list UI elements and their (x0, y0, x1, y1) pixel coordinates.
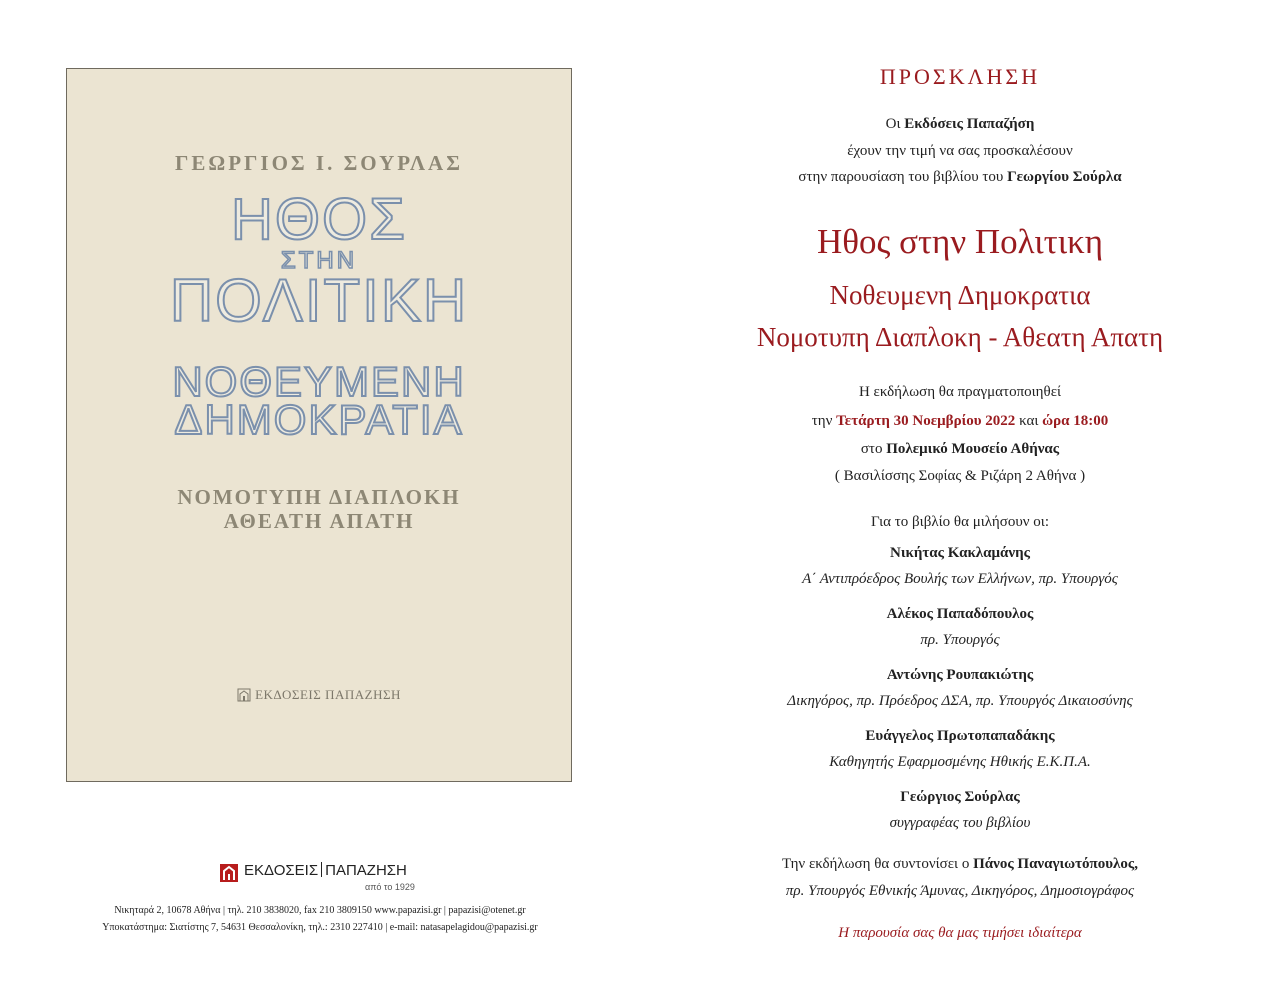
event-line1: Η εκδήλωση θα πραγματοποιηθεί (858, 384, 1062, 400)
cover-author: ΓΕΩΡΓΙΟΣ Ι. ΣΟΥΡΛΑΣ (175, 151, 463, 175)
cover-publisher-name: ΕΚΔΟΣΕΙΣ ΠΑΠΑΖΗΣΗ (255, 687, 401, 702)
speaker-name: Αντώνης Ρουπακιώτης (886, 667, 1034, 683)
cover-title-line3: ΠΟΛΙΤΙΚΗ (169, 267, 469, 334)
speakers-intro: Για το βιβλίο θα μιλήσουν οι: (870, 514, 1050, 530)
cover-title-line5: ΔΗΜΟΚΡΑΤΙΑ (174, 396, 464, 443)
publisher-logo-text: ΕΚΔΟΣΕΙΣ ΠΑΠΑΖΗΣΗ (244, 862, 407, 879)
moderator-role: πρ. Υπουργός Εθνικής Άμυνας, Δικηγόρος, Δημοσιογράφος (785, 883, 1135, 899)
cover-title-line4: ΝΟΘΕΥΜΕΝΗ (172, 358, 466, 405)
invitation-heading: ΠΡΟΣΚΛΗΣΗ (879, 64, 1041, 89)
publisher-logo-icon (220, 864, 238, 887)
event-subtitle2: Νομοτυπη Διαπλοκη - Αθεατη Απατη (756, 322, 1164, 352)
moderator-line: Την εκδήλωση θα συντονίσει ο Πάνος Παναγιωτόπουλος, (781, 856, 1139, 872)
publisher-house-icon (237, 688, 251, 702)
speaker-name: Νικήτας Κακλαμάνης (890, 545, 1030, 561)
speaker-name: Γεώργιος Σούρλας (900, 789, 1020, 805)
speaker-role: συγγραφέας του βιβλίου (889, 815, 1031, 831)
book-cover (66, 68, 572, 782)
event-date-line: την Τετάρτη 30 Νοεμβρίου 2022 και ώρα 18:00 (811, 413, 1109, 429)
cover-title-line1: ΗΘΟΣ (231, 187, 407, 252)
closing-note: Η παρουσία σας θα μας τιμήσει ιδιαίτερα (838, 925, 1082, 941)
speaker-role: Καθηγητής Εφαρμοσμένης Ηθικής Ε.Κ.Π.Α. (829, 754, 1091, 770)
intro-line3: στην παρουσίαση του βιβλίου του Γεωργίου Σούρλα (798, 169, 1122, 185)
speaker-role: Δικηγόρος, πρ. Πρόεδρος ΔΣΑ, πρ. Υπουργός Δικαιοσύνης (787, 693, 1133, 709)
publisher-address-line1: Νικηταρά 2, 10678 Αθήνα | τηλ. 210 3838020, fax 210 3809150 www.papazisi.gr | papazisi@otenet.gr (114, 905, 526, 916)
cover-publisher (67, 687, 571, 703)
event-subtitle: Νοθευμενη Δημοκρατια (829, 280, 1091, 310)
cover-subtitle-line2: ΑΘΕΑΤΗ ΑΠΑΤΗ (223, 509, 415, 533)
publisher-address-line2: Υποκατάστημα: Σιατίστης 7, 54631 Θεσσαλονίκη, τηλ.: 2310 227410 | e-mail: natasapelagidou@papazisi.gr (102, 922, 538, 933)
publisher-logo (220, 862, 420, 898)
publisher-since: από το 1929 (365, 882, 415, 892)
event-venue-line: στο Πολεμικό Μουσείο Αθήνας (860, 441, 1060, 457)
cover-subtitle-line1: ΝΟΜΟΤΥΠΗ ΔΙΑΠΛΟΚΗ (177, 485, 461, 509)
event-title: Ηθος στην Πολιτικη (816, 222, 1104, 261)
event-address-line: ( Βασιλίσσης Σοφίας & Ριζάρη 2 Αθήνα ) (834, 468, 1086, 484)
cover-title-line2: ΣΤΗΝ (280, 247, 358, 274)
speaker-role: πρ. Υπουργός (920, 632, 1000, 648)
speaker-name: Αλέκος Παπαδόπουλος (886, 606, 1034, 622)
intro-line1: Οι Εκδόσεις Παπαζήση (885, 116, 1035, 132)
speaker-role: Α΄ Αντιπρόεδρος Βουλής των Ελλήνων, πρ. Υπουργός (802, 571, 1118, 587)
speaker-name: Ευάγγελος Πρωτοπαπαδάκης (865, 728, 1055, 744)
intro-line2: έχουν την τιμή να σας προσκαλέσουν (847, 143, 1073, 159)
